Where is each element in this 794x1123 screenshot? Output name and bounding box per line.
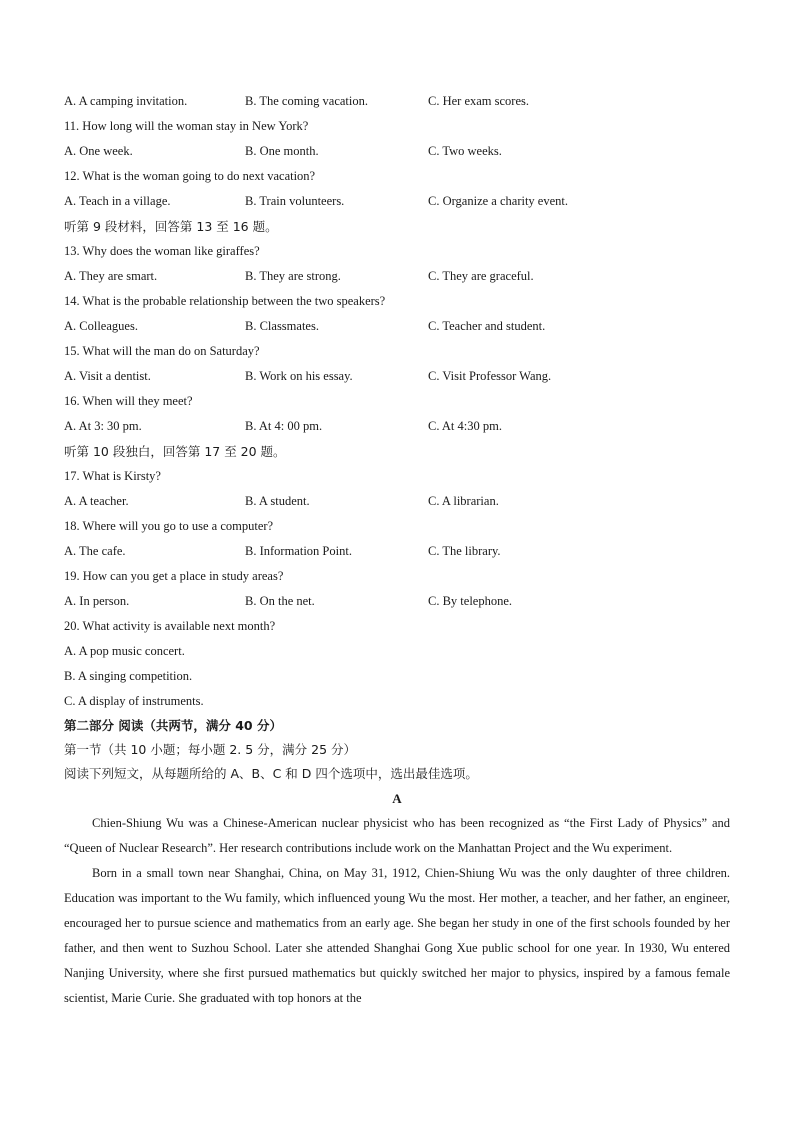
q15-option-c: C. Visit Professor Wang. <box>428 369 552 383</box>
q10-option-c: C. Her exam scores. <box>428 94 530 108</box>
q14-option-a: A. Colleagues. <box>64 319 138 333</box>
listening-instruction-9: 听第 9 段材料，回答第 13 至 16 题。 <box>64 219 278 234</box>
q15-question: 15. What will the man do on Saturday? <box>64 344 260 358</box>
passage-a-paragraph-1: Chien-Shiung Wu was a Chinese-American nuclear physicist who has been recognized as “the First Lady of Physics” and “Queen of Nuclear Research”. Her research contributions include work on the Manhattan Project and the Wu experiment. <box>64 816 730 855</box>
q13-options <box>64 264 730 289</box>
q17-options <box>64 489 730 514</box>
q10-options <box>64 89 730 114</box>
q10-option-a: A. A camping invitation. <box>64 94 188 108</box>
q11-option-c: C. Two weeks. <box>428 144 502 158</box>
q19-options <box>64 589 730 614</box>
q17-question: 17. What is Kirsty? <box>64 469 161 483</box>
part2-title: 第二部分 阅读（共两节，满分 40 分） <box>64 718 282 733</box>
q12-option-c: C. Organize a charity event. <box>428 194 568 208</box>
part2-section1-heading: 第一节（共 10 小题；每小题 2. 5 分，满分 25 分） <box>64 742 357 757</box>
q20-option-a: A. A pop music concert. <box>64 644 185 658</box>
q16-option-b: B. At 4: 00 pm. <box>245 419 323 433</box>
q15-options <box>64 364 730 389</box>
q20-question: 20. What activity is available next month? <box>64 619 276 633</box>
q15-option-b: B. Work on his essay. <box>245 369 353 383</box>
q18-question: 18. Where will you go to use a computer? <box>64 519 274 533</box>
q14-option-b: B. Classmates. <box>245 319 319 333</box>
q11-option-b: B. One month. <box>245 144 319 158</box>
q17-option-b: B. A student. <box>245 494 310 508</box>
q15-option-a: A. Visit a dentist. <box>64 369 151 383</box>
q20-option-c: C. A display of instruments. <box>64 694 204 708</box>
q18-option-a: A. The cafe. <box>64 544 126 558</box>
q11-option-a: A. One week. <box>64 144 133 158</box>
listening-instruction-10: 听第 10 段独白，回答第 17 至 20 题。 <box>64 444 286 459</box>
q19-question: 19. How can you get a place in study areas? <box>64 569 284 583</box>
q16-options <box>64 414 730 439</box>
q17-option-c: C. A librarian. <box>428 494 499 508</box>
q19-option-c: C. By telephone. <box>428 594 513 608</box>
q18-options <box>64 539 730 564</box>
part2-instruction: 阅读下列短文，从每题所给的 A、B、C 和 D 四个选项中，选出最佳选项。 <box>64 766 478 781</box>
q14-question: 14. What is the probable relationship between the two speakers? <box>64 294 386 308</box>
q19-option-a: A. In person. <box>64 594 130 608</box>
q14-option-c: C. Teacher and student. <box>428 319 546 333</box>
exam-page <box>64 89 730 1011</box>
q13-option-b: B. They are strong. <box>245 269 341 283</box>
q16-question: 16. When will they meet? <box>64 394 193 408</box>
passage-a-paragraph-2: Born in a small town near Shanghai, China, on May 31, 1912, Chien-Shiung Wu was the only daughter of three children. Education was important to the Wu family, which influenced young Wu the most. Her mother, a teacher, and her father, an engineer, encouraged her to pursue science and mathematics from an early age. She began her study in one of the first schools founded by her father, and then went to Suzhou School. Later she attended Shanghai Gong Xue public school for one year. In 1930, Wu entered Nanjing University, where she first pursued mathematics but quickly switched her major to physics, inspired by a famous female scientist, Marie Curie. She graduated with top honors at the <box>64 866 730 1005</box>
q10-option-b: B. The coming vacation. <box>245 94 369 108</box>
q11-options <box>64 139 730 164</box>
q18-option-c: C. The library. <box>428 544 501 558</box>
q12-options <box>64 189 730 214</box>
q19-option-b: B. On the net. <box>245 594 315 608</box>
q13-option-c: C. They are graceful. <box>428 269 534 283</box>
q16-option-c: C. At 4:30 pm. <box>428 419 502 433</box>
q11-question: 11. How long will the woman stay in New York? <box>64 119 309 133</box>
q12-option-b: B. Train volunteers. <box>245 194 345 208</box>
q18-option-b: B. Information Point. <box>245 544 352 558</box>
q16-option-a: A. At 3: 30 pm. <box>64 419 142 433</box>
q13-question: 13. Why does the woman like giraffes? <box>64 244 260 258</box>
q14-options <box>64 314 730 339</box>
q12-question: 12. What is the woman going to do next vacation? <box>64 169 316 183</box>
q20-option-b: B. A singing competition. <box>64 669 193 683</box>
q17-option-a: A. A teacher. <box>64 494 129 508</box>
q12-option-a: A. Teach in a village. <box>64 194 171 208</box>
q13-option-a: A. They are smart. <box>64 269 158 283</box>
passage-a-letter: A <box>392 791 402 806</box>
